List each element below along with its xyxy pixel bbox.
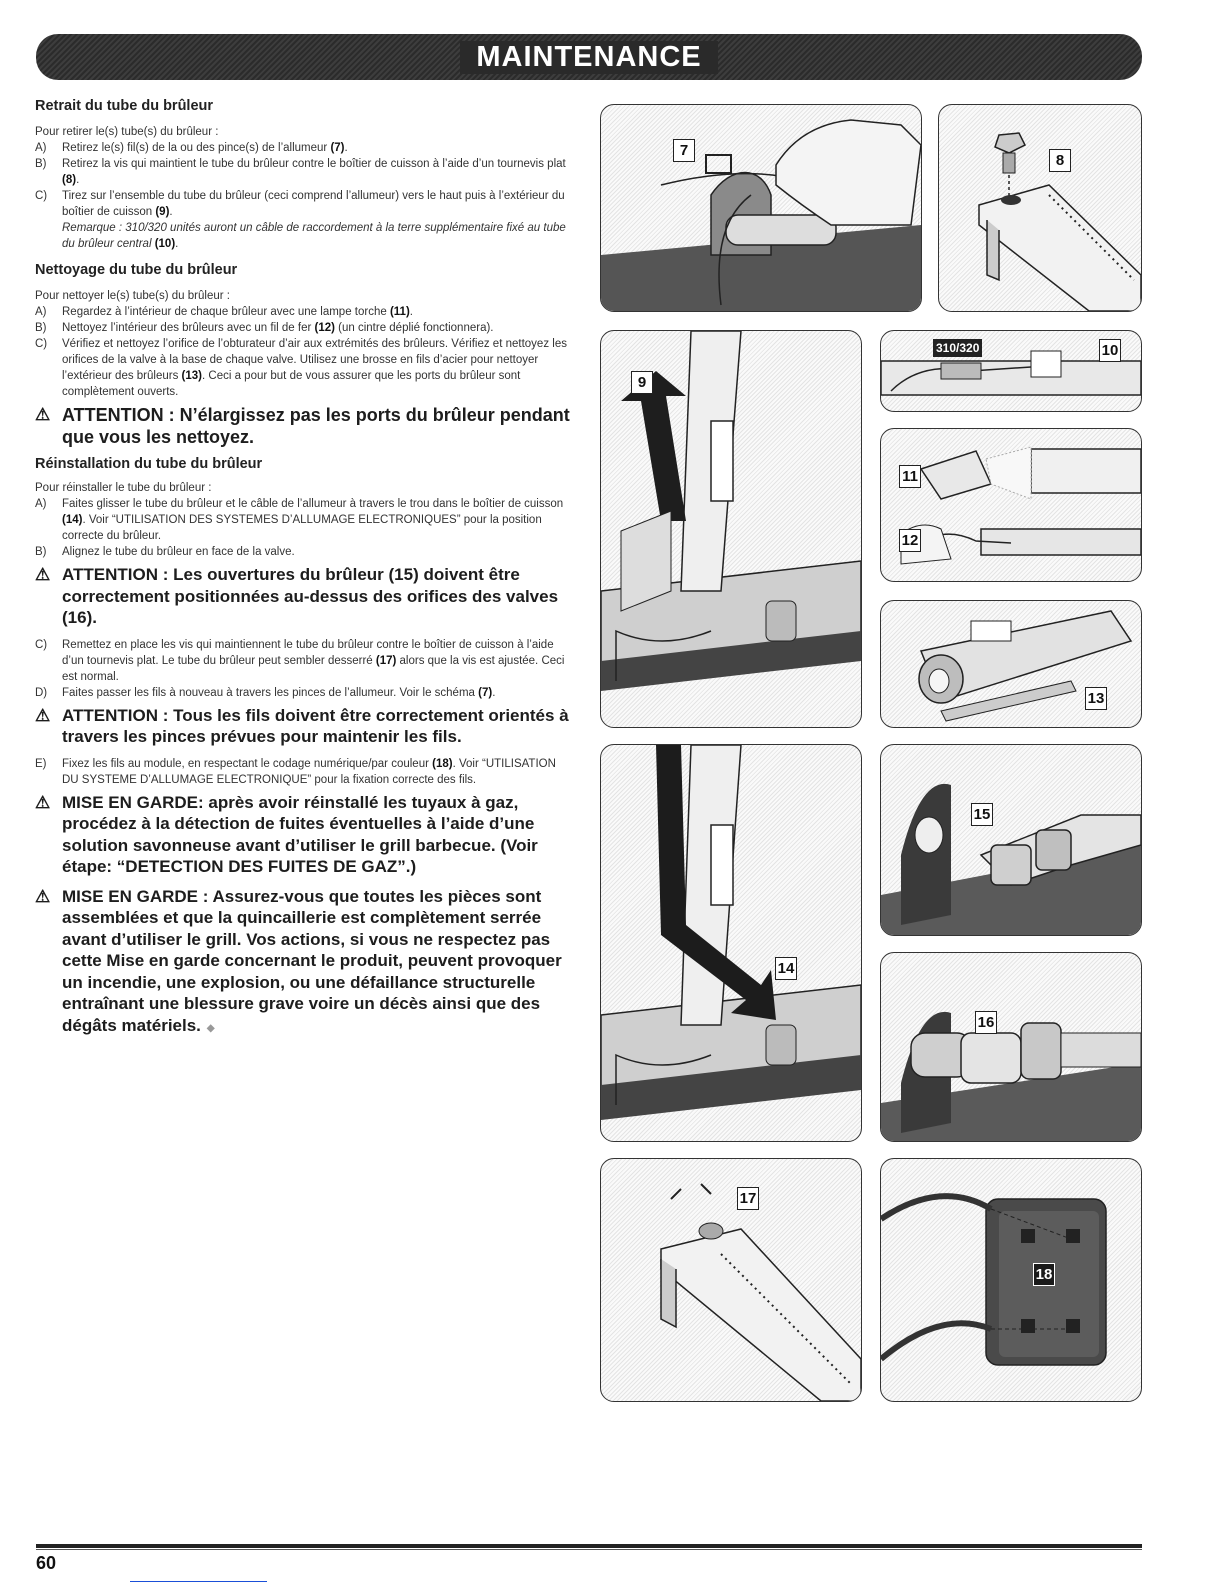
step-text: Nettoyez l’intérieur des brûleurs avec un fil de fer (62, 322, 312, 334)
reinstall-steps-cd (35, 637, 575, 701)
reinstall-warning-2 (35, 705, 575, 748)
step-text: Regardez à l’intérieur de chaque brûleur avec une lampe torche (62, 306, 387, 318)
figure-16 (880, 952, 1142, 1142)
callout-18: 18 (1033, 1263, 1055, 1286)
warning-text: ATTENTION : N’élargissez pas les ports du brûleur pendant que vous les nettoyez. (62, 405, 570, 447)
step-tail: . (492, 686, 496, 699)
figure-17 (600, 1158, 862, 1402)
callout-12: 12 (899, 529, 921, 552)
instructions-column (35, 98, 575, 1047)
step-letter: A) (35, 306, 47, 318)
inspect-clean-illustration (881, 429, 1141, 581)
tighten-screw-illustration (601, 1159, 861, 1401)
reinstall-heading: Réinstallation du tube du brûleur (35, 456, 263, 472)
figure-7 (600, 104, 922, 312)
callout-17: 17 (737, 1187, 759, 1210)
figure-10 (880, 330, 1142, 412)
burner-screw-illustration (939, 105, 1141, 311)
warning-triangle-icon: ⚠ (35, 565, 51, 584)
step-ref: (8) (62, 174, 77, 186)
callout-7: 7 (673, 139, 695, 162)
cleaning-warning (35, 404, 575, 448)
warning-triangle-icon: ⚠ (35, 405, 51, 424)
step-ref: (9) (155, 206, 170, 218)
figure-13 (880, 600, 1142, 728)
step-letter: A) (35, 142, 47, 154)
step-ref: (13) (181, 370, 202, 382)
list-item (35, 756, 575, 788)
list-item (35, 496, 575, 544)
step-text: Fixez les fils au module, en respectant le codage numérique/par couleur (62, 757, 429, 770)
step-ref: (14) (62, 514, 83, 526)
callout-16: 16 (975, 1011, 997, 1034)
step-text: Faites passer les fils à nouveau à travers les pinces de l’allumeur. Voir le schéma (62, 686, 475, 699)
step-letter: C) (35, 338, 48, 350)
step-tail: alors que la vis est ajustée. Ceci est normal. (62, 654, 565, 683)
callout-15: 15 (971, 803, 993, 826)
list-item (35, 320, 575, 336)
figure-15 (880, 744, 1142, 936)
step-text: Tirez sur l’ensemble du tube du brûleur (ceci comprend l’allumeur) vers le haut puis à l’extérieur du boîtier de cuisson (62, 190, 565, 218)
step-letter: E) (35, 757, 47, 770)
step-letter: A) (35, 498, 47, 510)
link-underline (130, 1581, 267, 1582)
step-letter: C) (35, 638, 48, 651)
figure-14 (600, 744, 862, 1142)
caution-text: MISE EN GARDE : Assurez-vous que toutes les pièces sont assemblées et que la quincaillerie est complètement serrée avant d’utiliser le grill. Vos actions, si vous ne respectez pas cette Mise en garde concernant le produit, peuvent provoquer un incendie, une explosion, ou une défaillance structurelle entraînant une blessure grave voire un décès ainsi que des dégâts matériels. (62, 886, 562, 1035)
step-text: Alignez le tube du brûleur en face de la valve. (62, 546, 295, 558)
warning-triangle-icon: ⚠ (35, 792, 51, 812)
step-tail: . Voir “UTILISATION DU SYSTEME D’ALLUMAGE ELECTRONIQUE” pour la fixation correcte des fils. (62, 757, 556, 786)
cleaning-steps (35, 304, 575, 400)
remark-tail: . (175, 238, 179, 250)
step-tail: . Voir “UTILISATION DES SYSTEMES D’ALLUMAGE ELECTRONIQUES” pour la position correcte du brûleur. (62, 514, 542, 542)
figure-11-12 (880, 428, 1142, 582)
footer-rule (36, 1544, 1142, 1548)
caution-hardware (35, 886, 575, 1040)
list-item (35, 140, 575, 156)
caution-text: MISE EN GARDE: après avoir réinstallé les tuyaux à gaz, procédez à la détection de fuites éventuelles à l’aide d’une solution savonneuse avant d’utiliser le grill barbecue. (Voir étape: “DETECTION DES FUITES DE GAZ”.) (62, 792, 538, 876)
callout-8: 8 (1049, 149, 1071, 172)
wire-clip-illustration (601, 105, 921, 311)
figure-9 (600, 330, 862, 728)
step-letter: B) (35, 546, 47, 558)
list-item (35, 304, 575, 320)
step-tail: . Ceci a pour but de vous assurer que les ports du brûleur sont complètement ouverts. (62, 370, 521, 398)
step-ref: (7) (330, 142, 345, 154)
warning-text: ATTENTION : Les ouvertures du brûleur (15) doivent être correctement positionnées au-dessus des orifices des valves (16). (62, 565, 559, 627)
step-tail: . (76, 174, 80, 186)
step-tail: (un cintre déplié fonctionnera). (334, 322, 494, 334)
list-item (35, 188, 575, 252)
step-text: Retirez la vis qui maintient le tube du brûleur contre le boîtier de cuisson à l’aide d’un tournevis plat (62, 158, 566, 170)
step-ref: (7) (478, 686, 493, 699)
step-text: Faites glisser le tube du brûleur et le câble de l’allumeur à travers le trou dans le boîtier de cuisson (62, 498, 564, 510)
step-text: Vérifiez et nettoyez l’orifice de l’obturateur d’air aux extrémités des brûleurs. Vérifiez et nettoyez les orifices de la valve à la base de chaque valve. Utilisez une brosse en fils d’acier pour nettoyer l’extérieur des brûleurs (62, 338, 567, 382)
figure-8 (938, 104, 1142, 312)
caution-leak-test (35, 792, 575, 878)
warning-text: ATTENTION : Tous les fils doivent être correctement orientés à travers les pinces prévues pour maintenir les fils. (62, 705, 569, 746)
step-letter: B) (35, 322, 47, 334)
section-title: MAINTENANCE (460, 41, 717, 74)
cleaning-heading: Nettoyage du tube du brûleur (35, 262, 238, 278)
figure-18 (880, 1158, 1142, 1402)
end-diamond-icon: ◆ (206, 1022, 215, 1034)
ignition-module-illustration (881, 1159, 1141, 1401)
callout-10: 10 (1099, 339, 1121, 362)
reinstall-steps-ab (35, 496, 575, 560)
step-letter: C) (35, 190, 48, 202)
warning-triangle-icon: ⚠ (35, 886, 51, 906)
list-item (35, 544, 575, 560)
callout-13: 13 (1085, 687, 1107, 710)
callout-11: 11 (899, 465, 921, 488)
warning-triangle-icon: ⚠ (35, 705, 51, 725)
remark-ref: (10) (154, 238, 176, 250)
cleaning-intro: Pour nettoyer le(s) tube(s) du brûleur : (35, 290, 230, 302)
valve-orifice-illustration (881, 953, 1141, 1141)
step-letter: D) (35, 686, 48, 699)
list-item (35, 685, 575, 701)
removal-intro: Pour retirer le(s) tube(s) du brûleur : (35, 126, 219, 138)
callout-14: 14 (775, 957, 797, 980)
step-ref: (12) (314, 322, 335, 334)
model-badge: 310/320 (933, 339, 982, 357)
burner-ports-illustration (881, 745, 1141, 935)
reinstall-steps-e (35, 756, 575, 788)
list-item (35, 156, 575, 188)
section-banner (36, 34, 1142, 80)
list-item (35, 637, 575, 685)
step-text: Retirez le(s) fil(s) de la ou des pince(s) de l’allumeur (62, 142, 328, 154)
reinstall-intro: Pour réinstaller le tube du brûleur : (35, 482, 212, 494)
page-number: 60 (36, 1553, 57, 1573)
removal-steps (35, 140, 575, 252)
footer-rule-thin (36, 1549, 1142, 1550)
step-tail: . (409, 306, 413, 318)
step-ref: (11) (389, 306, 410, 318)
step-ref: (18) (432, 757, 453, 770)
step-letter: B) (35, 158, 47, 170)
step-tail: . (169, 206, 173, 218)
step-text: Remettez en place les vis qui maintiennent le tube du brûleur contre le boîtier de cuisson à l’aide d’un tournevis plat. Le tube du brûleur peut sembler desserré (62, 638, 554, 667)
removal-heading: Retrait du tube du brûleur (35, 98, 214, 114)
callout-9: 9 (631, 371, 653, 394)
list-item (35, 336, 575, 400)
remark-text: Remarque : 310/320 unités auront un câble de raccordement à la terre supplémentaire fixé au tube du brûleur central (62, 222, 566, 250)
step-ref: (17) (375, 654, 397, 667)
step-tail: . (344, 142, 348, 154)
insert-burner-illustration (601, 745, 861, 1141)
reinstall-warning-1 (35, 564, 575, 629)
